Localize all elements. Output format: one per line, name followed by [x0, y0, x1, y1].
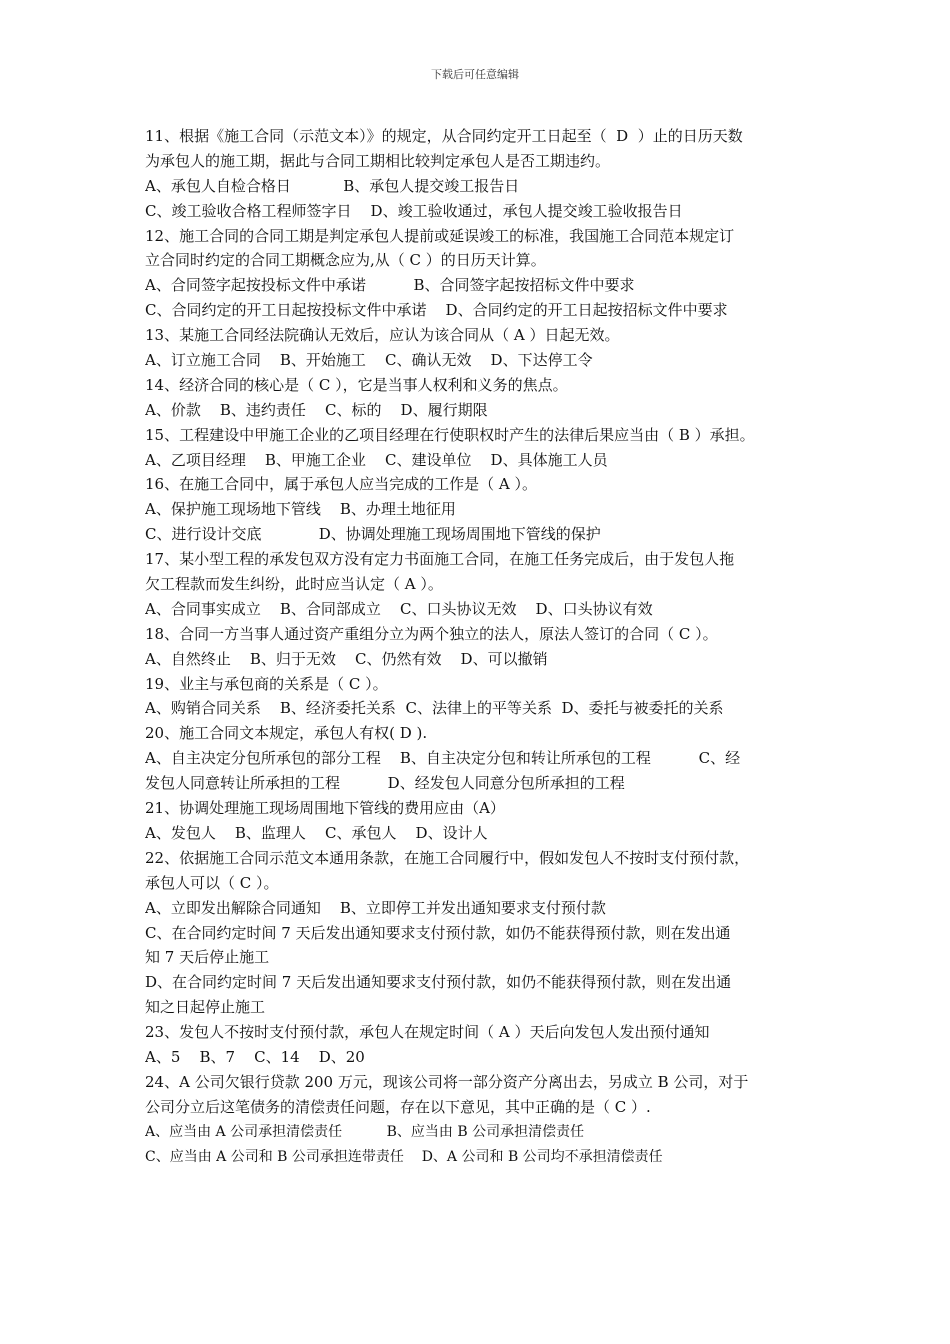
- text-line: A、订立施工合同 B、开始施工 C、确认无效 D、下达停工令: [145, 351, 593, 370]
- text-line: A、合同签字起按投标文件中承诺 B、合同签字起按招标文件中要求: [145, 276, 635, 295]
- text-line: 知 7 天后停止施工: [145, 948, 270, 967]
- text-line: 19、业主与承包商的关系是（ C ）。: [145, 674, 388, 693]
- text-line: A、立即发出解除合同通知 B、立即停工并发出通知要求支付预付款: [145, 898, 606, 917]
- text-line: 为承包人的施工期，据此与合同工期相比较判定承包人是否工期违约。: [145, 151, 611, 170]
- text-line: 15、工程建设中甲施工企业的乙项目经理在行使职权时产生的法律后果应当由（ B ）承担。: [145, 425, 755, 444]
- text-line: 22、依据施工合同示范文本通用条款，在施工合同履行中，假如发包人不按时支付预付款，: [145, 848, 750, 867]
- text-line: D、在合同约定时间 7 天后发出通知要求支付预付款，如仍不能获得预付款，则在发出通: [145, 973, 732, 992]
- text-line: 12、施工合同的合同工期是判定承包人提前或延误竣工的标准，我国施工合同范本规定订: [145, 226, 735, 245]
- text-line: A、发包人 B、监理人 C、承包人 D、设计人: [145, 823, 488, 842]
- text-line: 13、某施工合同经法院确认无效后，应认为该合同从（ A ）日起无效。: [145, 326, 620, 345]
- text-line: 14、经济合同的核心是（ C ），它是当事人权利和义务的焦点。: [145, 375, 568, 394]
- text-line: A、应当由 A 公司承担清偿责任 B、应当由 B 公司承担清偿责任: [145, 1123, 585, 1140]
- text-line: A、合同事实成立 B、合同部成立 C、口头协议无效 D、口头协议有效: [145, 599, 653, 618]
- text-line: 16、在施工合同中，属于承包人应当完成的工作是（ A ）。: [145, 475, 537, 494]
- text-line: C、应当由 A 公司和 B 公司承担连带责任 D、A 公司和 B 公司均不承担清偿责任: [145, 1148, 663, 1165]
- text-line: 发包人同意转让所承担的工程 D、经发包人同意分包所承担的工程: [145, 774, 625, 793]
- text-line: 承包人可以（ C ）。: [145, 873, 279, 892]
- text-line: C、竣工验收合格工程师签字日 D、竣工验收通过，承包人提交竣工验收报告日: [145, 201, 683, 220]
- text-line: 公司分立后这笔债务的清偿责任问题，存在以下意见，其中正确的是（ C ）.: [145, 1097, 651, 1116]
- text-line: C、合同约定的开工日起按投标文件中承诺 D、合同约定的开工日起按招标文件中要求: [145, 301, 728, 320]
- text-line: 20、施工合同文本规定，承包人有权( D ).: [145, 724, 428, 743]
- text-line: 23、发包人不按时支付预付款，承包人在规定时间（ A ）天后向发包人发出预付通知: [145, 1023, 710, 1042]
- text-line: 24、A 公司欠银行贷款 200 万元，现该公司将一部分资产分离出去，另成立 B 公司，对于: [145, 1072, 749, 1091]
- text-line: 立合同时约定的合同工期概念应为,从（ C ）的日历天计算。: [145, 251, 546, 270]
- page-header: 下载后可任意编辑: [431, 68, 519, 81]
- text-line: 11、根据《施工合同（示范文本）》的规定，从合同约定开工日起至（ D ）止的日历天数: [145, 127, 743, 145]
- text-line: 欠工程款而发生纠纷，此时应当认定（ A ）。: [145, 575, 443, 594]
- text-line: A、保护施工现场地下管线 B、办理土地征用: [145, 500, 456, 519]
- text-line: A、5 B、7 C、14 D、20: [145, 1047, 365, 1066]
- text-line: A、价款 B、违约责任 C、标的 D、履行期限: [145, 400, 488, 419]
- text-line: A、自然终止 B、归于无效 C、仍然有效 D、可以撤销: [145, 649, 548, 668]
- text-line: 18、合同一方当事人通过资产重组分立为两个独立的法人，原法人签订的合同（ C ）。: [145, 624, 718, 643]
- document-body: [145, 124, 813, 1169]
- text-line: A、购销合同关系 B、经济委托关系 C、法律上的平等关系 D、委托与被委托的关系: [145, 699, 724, 718]
- text-line: A、承包人自检合格日 B、承包人提交竣工报告日: [145, 176, 520, 195]
- text-line: A、自主决定分包所承包的部分工程 B、自主决定分包和转让所承包的工程 C、经: [145, 749, 741, 768]
- text-line: C、进行设计交底 D、协调处理施工现场周围地下管线的保护: [145, 525, 601, 544]
- text-line: 21、协调处理施工现场周围地下管线的费用应由（A）: [145, 799, 505, 818]
- text-line: 17、某小型工程的承发包双方没有定力书面施工合同，在施工任务完成后，由于发包人拖: [145, 550, 735, 569]
- text-line: 知之日起停止施工: [145, 998, 266, 1017]
- text-line: A、乙项目经理 B、甲施工企业 C、建设单位 D、具体施工人员: [145, 450, 608, 469]
- text-line: C、在合同约定时间 7 天后发出通知要求支付预付款，如仍不能获得预付款，则在发出通: [145, 923, 731, 942]
